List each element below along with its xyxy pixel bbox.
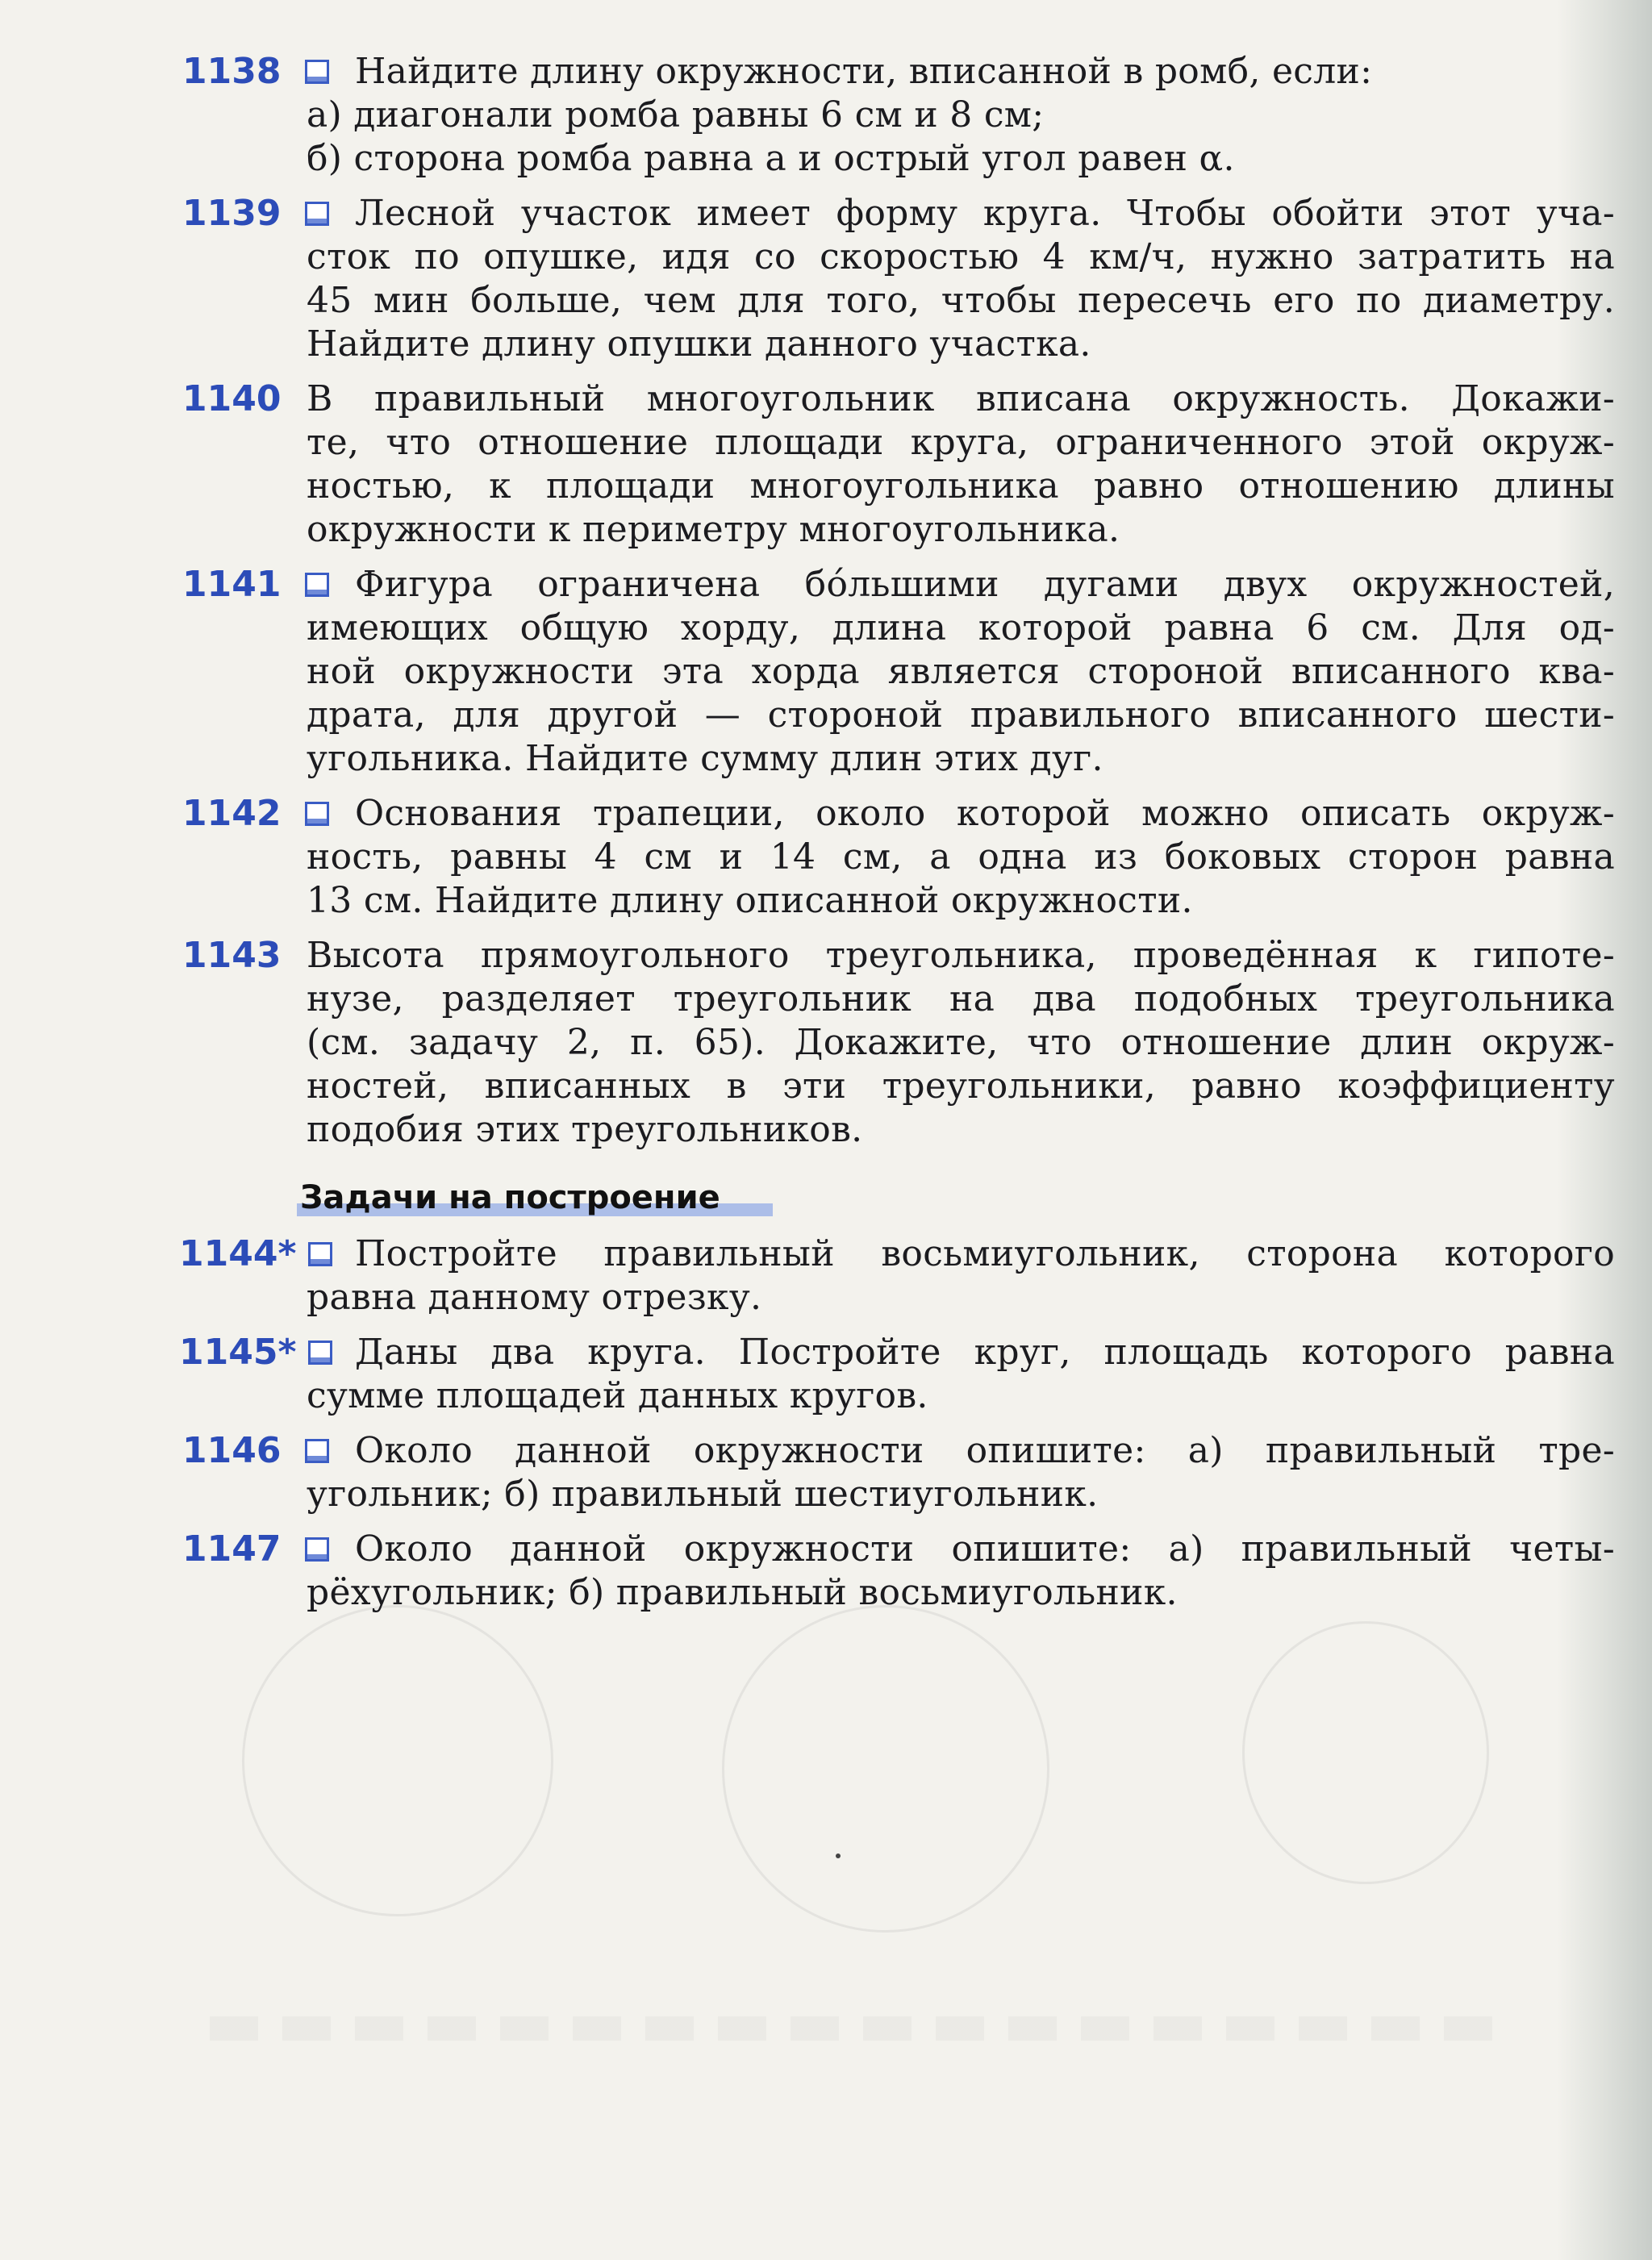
problem-1138 <box>0 50 1652 181</box>
problem-1140 <box>0 377 1652 552</box>
problem-text-line: Фигура ограничена бóльшими дугами двух окружностей, <box>355 564 1615 605</box>
section-heading <box>300 1176 1652 1220</box>
problem-text-line: сток по опушке, идя со скоростью 4 км/ч, нужно затратить на <box>307 236 1615 277</box>
checkbox-square-icon <box>305 60 329 84</box>
problem-number: 1139 <box>182 193 282 234</box>
show-through-circle-left <box>242 1605 553 1916</box>
problem-text-line: Найдите длину опушки данного участка. <box>307 323 1091 365</box>
problem-number: 1147 <box>182 1528 282 1570</box>
problem-number: 1142 <box>182 793 282 834</box>
problem-text-line: ной окружности эта хорда является стороной вписанного ква- <box>307 651 1615 692</box>
problem-number: 1138 <box>182 51 282 92</box>
problem-text-line: окружности к периметру многоугольника. <box>307 509 1120 550</box>
problem-1144 <box>0 1232 1652 1320</box>
problem-text-line: подобия этих треугольников. <box>307 1109 863 1150</box>
problem-text-line: В правильный многоугольник вписана окружность. Докажи- <box>307 378 1615 419</box>
problem-text-line: (см. задачу 2, п. 65). Докажите, что отношение длин окруж- <box>307 1022 1615 1063</box>
problem-text-line: Высота прямоугольного треугольника, проведённая к гипоте- <box>307 935 1615 976</box>
problem-text-line: 13 см. Найдите длину описанной окружности. <box>307 880 1193 921</box>
problem-1139 <box>0 192 1652 366</box>
ink-speck <box>836 1853 841 1858</box>
problem-text-line: имеющих общую хорду, длина которой равна 6 см. Для од- <box>307 607 1615 648</box>
problem-text-line: ность, равны 4 см и 14 см, а одна из боковых сторон равна <box>307 836 1615 878</box>
checkbox-square-icon <box>305 802 329 826</box>
problem-text-line: ностей, вписанных в эти треугольники, равно коэффициенту <box>307 1065 1615 1107</box>
problem-text-line: угольника. Найдите сумму длин этих дуг. <box>307 738 1103 779</box>
problem-text-line: Лесной участок имеет форму круга. Чтобы обойти этот уча- <box>355 193 1615 234</box>
show-through-circle-middle <box>722 1605 1049 1933</box>
problems-list <box>0 50 1652 1615</box>
show-through-circle-right <box>1242 1621 1489 1884</box>
show-through-text <box>210 2016 1500 2041</box>
problem-text-line: а) диагонали ромба равны 6 см и 8 см; <box>307 94 1045 136</box>
problem-text-line: сумме площадей данных кругов. <box>307 1375 928 1416</box>
checkbox-square-icon <box>308 1341 332 1365</box>
problem-text-line: угольник; б) правильный шестиугольник. <box>307 1474 1099 1515</box>
checkbox-square-icon <box>305 1439 329 1463</box>
problem-text-line: рёхугольник; б) правильный восьмиугольник. <box>307 1572 1178 1613</box>
problem-1146 <box>0 1429 1652 1516</box>
problem-number: 1145* <box>179 1332 297 1373</box>
problem-text-line: равна данному отрезку. <box>307 1277 762 1318</box>
problem-1141 <box>0 563 1652 781</box>
problem-text-line: 45 мин больше, чем для того, чтобы пересечь его по диаметру. <box>307 280 1615 321</box>
problem-text-line: Основания трапеции, около которой можно описать окруж- <box>355 793 1615 834</box>
problem-number: 1143 <box>182 935 282 976</box>
checkbox-square-icon <box>305 573 329 597</box>
problem-text-line: Даны два круга. Постройте круг, площадь которого равна <box>355 1332 1615 1373</box>
problem-text-line: Найдите длину окружности, вписанной в ромб, если: <box>355 51 1373 92</box>
problem-text-line: ностью, к площади многоугольника равно отношению длины <box>307 465 1615 507</box>
checkbox-square-icon <box>305 202 329 226</box>
problem-number: 1144* <box>179 1233 297 1274</box>
problem-1142 <box>0 792 1652 923</box>
problem-text-line: Около данной окружности опишите: а) правильный тре- <box>355 1430 1615 1471</box>
problem-number: 1140 <box>182 378 282 419</box>
problem-1147 <box>0 1528 1652 1615</box>
problem-number: 1141 <box>182 564 282 605</box>
problem-number: 1146 <box>182 1430 282 1471</box>
checkbox-square-icon <box>308 1242 332 1266</box>
problem-text-line: драта, для другой — стороной правильного вписанного шести- <box>307 694 1615 736</box>
problem-text-line: нузе, разделяет треугольник на два подобных треугольника <box>307 978 1615 1020</box>
problem-text-line: те, что отношение площади круга, ограниченного этой окруж- <box>307 422 1615 463</box>
problem-text-line: Около данной окружности опишите: а) правильный четы- <box>355 1528 1615 1570</box>
problem-text-line: Постройте правильный восьмиугольник, сторона которого <box>355 1233 1615 1274</box>
problem-1145 <box>0 1331 1652 1418</box>
section-heading-text: Задачи на построение <box>300 1179 720 1216</box>
problem-1143 <box>0 934 1652 1152</box>
checkbox-square-icon <box>305 1537 329 1562</box>
problem-text-line: б) сторона ромба равна a и острый угол равен α. <box>307 138 1235 179</box>
